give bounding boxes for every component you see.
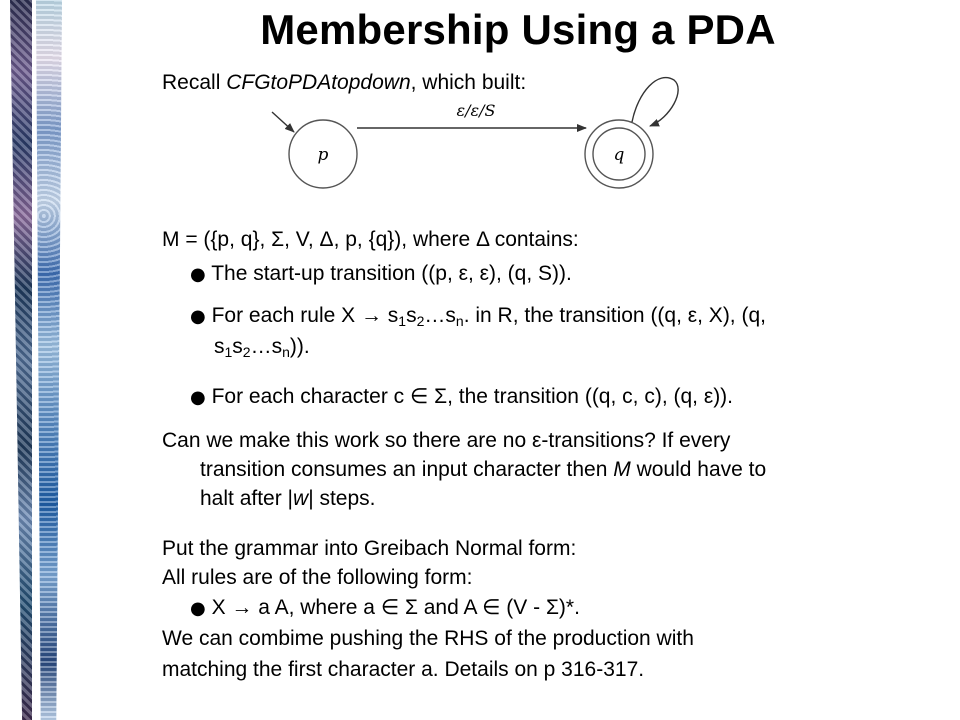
subscript-n: n xyxy=(282,344,290,360)
question-line1: Can we make this work so there are no ε-transitions? If every xyxy=(162,429,731,452)
bullet-glyph: ● xyxy=(190,598,206,619)
question-m: M xyxy=(613,458,631,481)
bullet-startup-text: The start-up transition ((p, ε, ε), (q, S)). xyxy=(211,262,572,285)
decorative-strip-right xyxy=(36,0,62,720)
bullet-glyph: ● xyxy=(190,264,206,285)
pda-diagram xyxy=(266,72,686,202)
line2-dots: …s xyxy=(250,335,283,358)
subscript-2: 2 xyxy=(242,344,251,360)
question-line2-a: transition consumes an input character then xyxy=(200,458,614,481)
subscript-2: 2 xyxy=(416,313,425,329)
bullet-rule-rest: . in R, the transition ((q, ε, X), (q, xyxy=(463,304,766,327)
state-q-label: q xyxy=(613,145,625,165)
bullet-rule-dots: …s xyxy=(424,304,456,327)
recall-prefix: Recall xyxy=(162,71,227,94)
question-w: w xyxy=(293,487,309,510)
bullet-rule-text: For each rule X → s xyxy=(211,304,399,327)
bullet-startup xyxy=(190,261,572,288)
gnf-bullet xyxy=(190,595,580,622)
gnf-line2: All rules are of the following form: xyxy=(162,566,473,589)
line2-s2: s xyxy=(232,335,243,358)
start-arrow xyxy=(272,112,294,132)
question-line2 xyxy=(200,457,766,483)
bullet-rule-line1 xyxy=(190,303,766,330)
subscript-1: 1 xyxy=(224,344,233,360)
subscript-1: 1 xyxy=(398,313,407,329)
question-line3 xyxy=(200,486,376,512)
gnf-line5: matching the first character a. Details on p 316-317. xyxy=(162,658,645,681)
recall-suffix: , which built: xyxy=(410,71,527,94)
line2-s1: s xyxy=(214,335,225,358)
decorative-strip-left xyxy=(10,0,32,720)
bullet-character xyxy=(190,384,733,411)
bullet-rule-s2: s xyxy=(406,304,417,327)
m-definition: M = ({p, q}, Σ, V, Δ, p, {q}), where Δ contains: xyxy=(162,228,579,251)
bullet-glyph: ● xyxy=(190,387,206,408)
transition-label: ε/ε/S xyxy=(456,101,496,120)
subscript-n: n xyxy=(455,313,464,329)
gnf-bullet-text: X → a A, where a ∈ Σ and A ∈ (V - Σ)*. xyxy=(211,596,580,619)
bullet-character-text: For each character c ∈ Σ, the transition ((q, c, c), (q, ε)). xyxy=(211,385,734,408)
bullet-rule-line2 xyxy=(214,334,310,360)
question-line2-b: would have to xyxy=(630,458,767,481)
question-line3-a: halt after | xyxy=(200,487,294,510)
question-line3-b: | steps. xyxy=(308,487,376,510)
bullet-glyph: ● xyxy=(190,306,206,327)
gnf-line1: Put the grammar into Greibach Normal form: xyxy=(162,537,577,560)
line2-end: )). xyxy=(289,335,310,358)
gnf-line4: We can combime pushing the RHS of the production with xyxy=(162,627,694,650)
recall-name: CFGtoPDAtopdown xyxy=(226,71,411,94)
slide-title: Membership Using a PDA xyxy=(260,6,776,53)
self-loop-arrow xyxy=(632,78,678,126)
state-p-label: p xyxy=(317,145,329,165)
